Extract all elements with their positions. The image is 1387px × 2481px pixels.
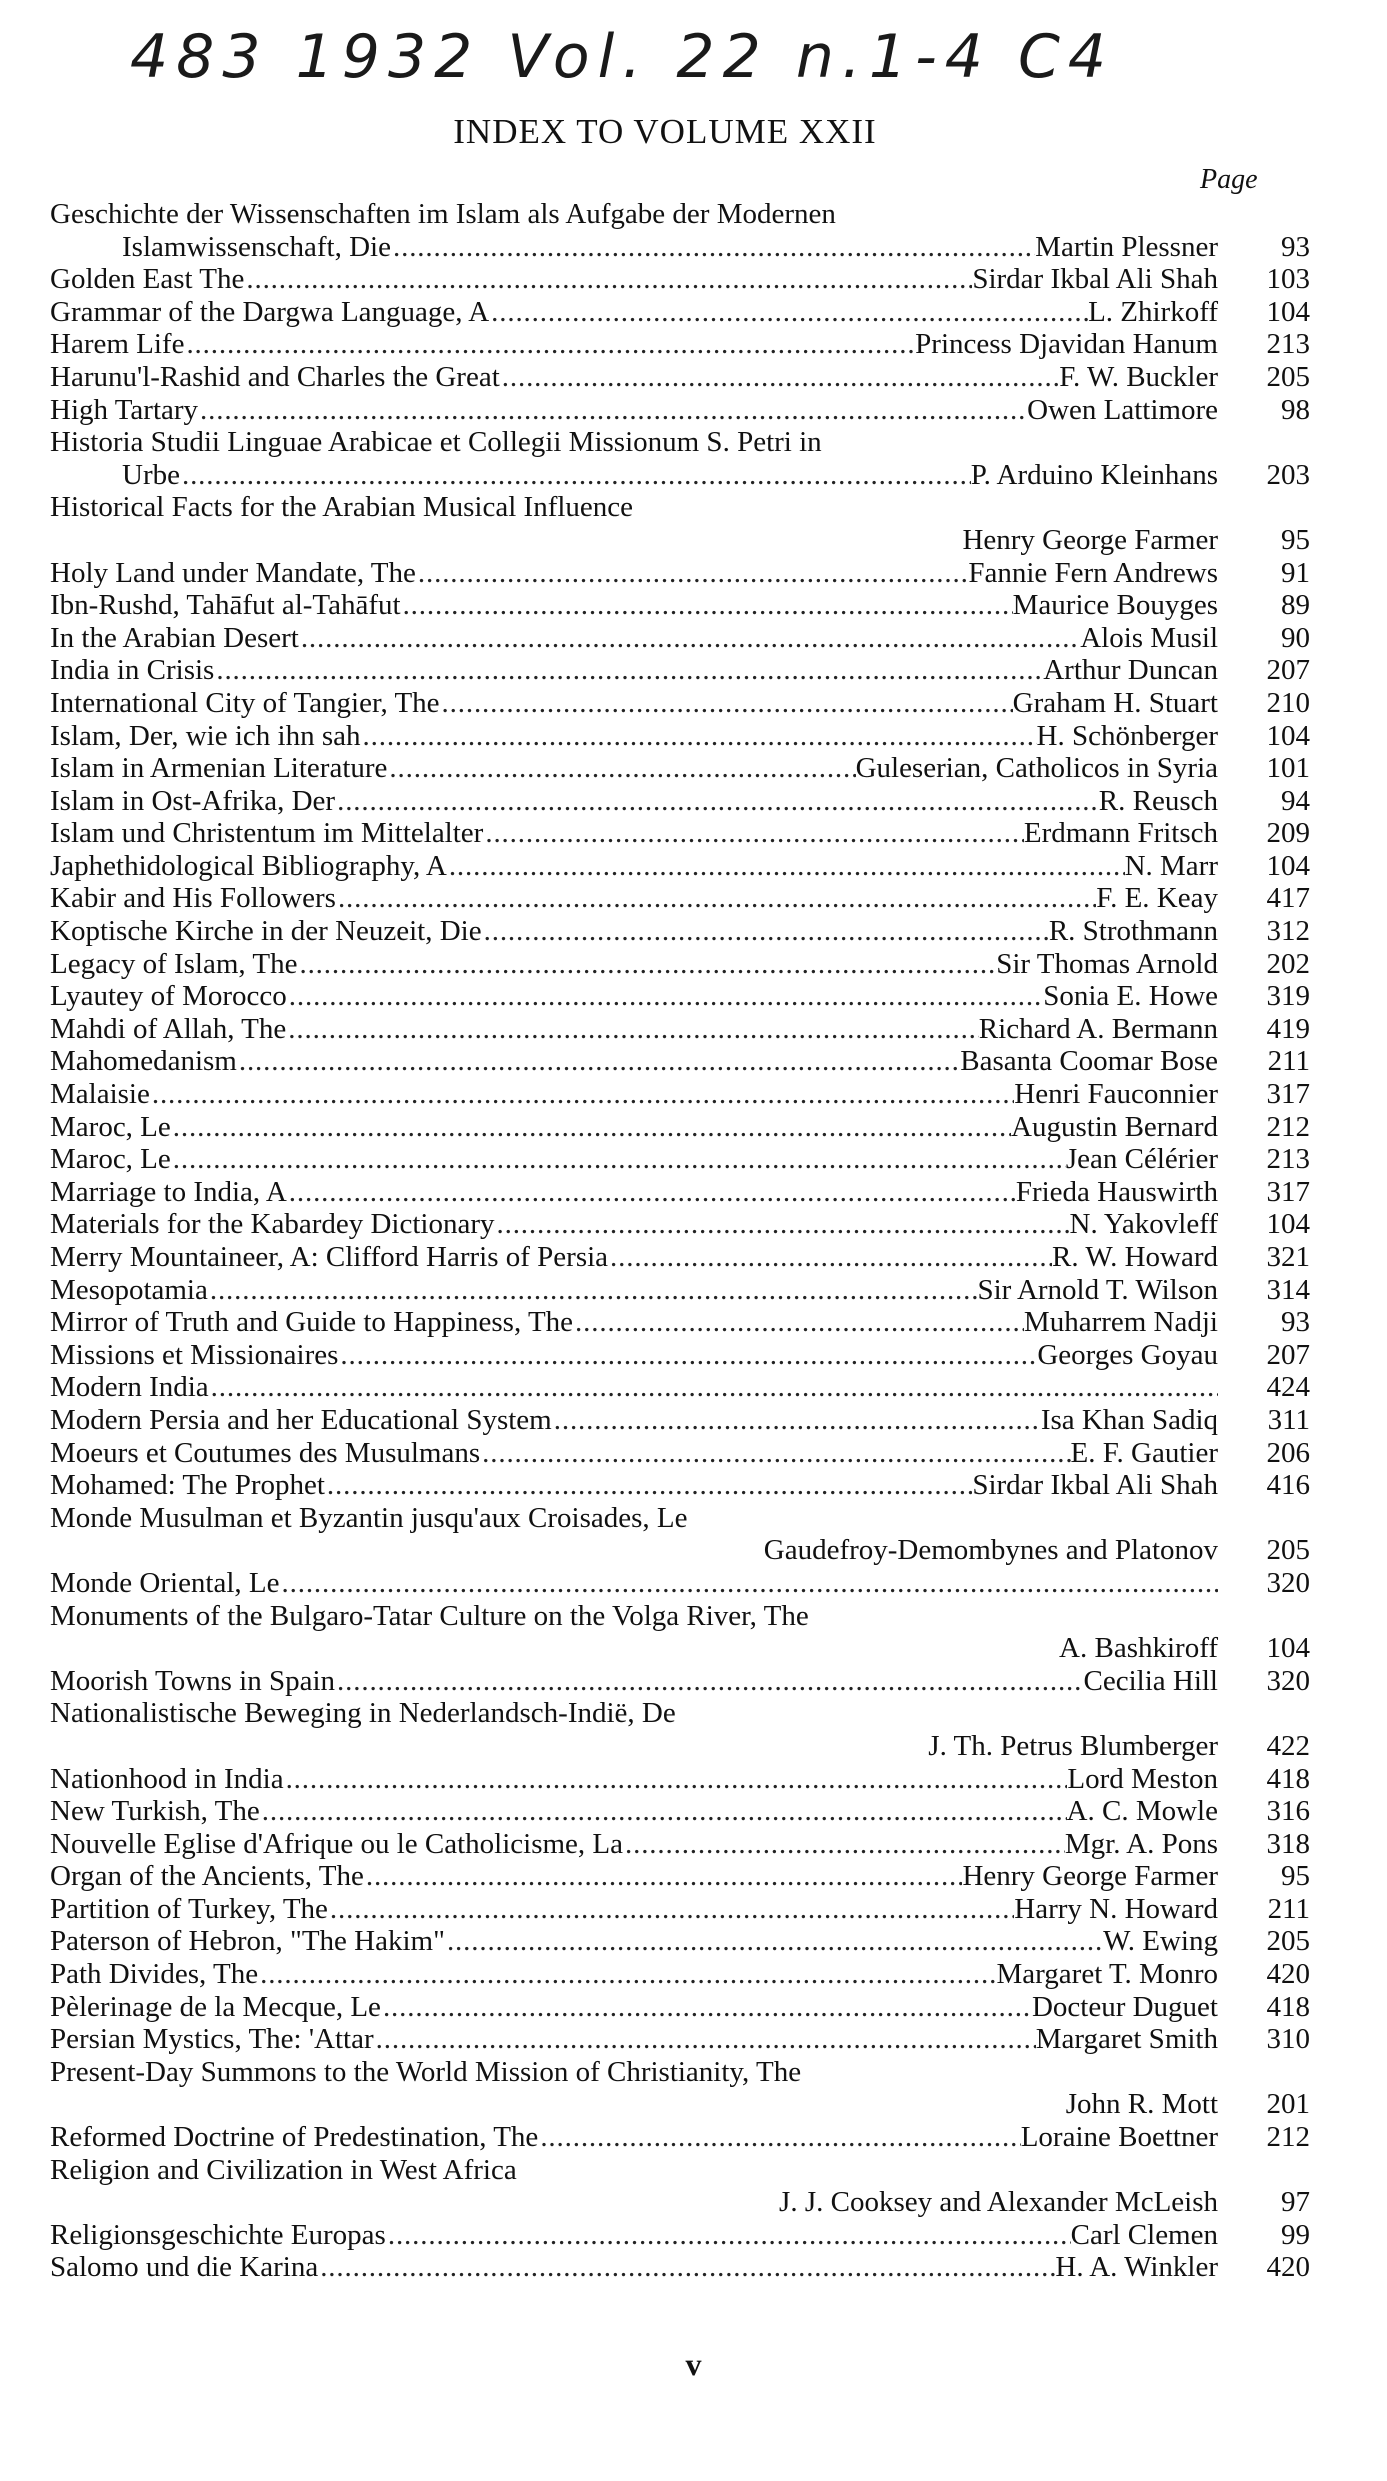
entry-page: 210	[1266, 686, 1310, 719]
entry-author: Cecilia Hill	[1083, 1664, 1218, 1697]
leader-dots	[258, 1958, 996, 1991]
index-entry	[50, 2219, 1310, 2252]
entry-title: Historia Studii Linguae Arabicae et Collegii Missionum S. Petri in	[50, 426, 822, 459]
entry-author: A. Bashkiroff	[1059, 1632, 1218, 1665]
entry-title: Organ of the Ancients, The	[50, 1860, 364, 1893]
entry-title: New Turkish, The	[50, 1795, 260, 1828]
entry-author: P. Arduino Kleinhans	[970, 458, 1218, 491]
entry-page: 94	[1281, 784, 1310, 817]
entry-author: Henri Fauconnier	[1014, 1078, 1218, 1111]
leader-dots	[335, 1665, 1083, 1698]
entry-title-continued: Urbe	[122, 458, 180, 491]
leader-dots	[552, 1404, 1041, 1437]
leader-dots	[287, 980, 1043, 1013]
entry-author: Lord Meston	[1067, 1762, 1218, 1795]
entry-title: Mesopotamia	[50, 1273, 208, 1306]
entry-title: Golden East The	[50, 263, 245, 296]
index-entry	[50, 589, 1310, 622]
entry-page: 97	[1281, 2186, 1310, 2219]
entry-author: Sir Arnold T. Wilson	[977, 1273, 1218, 1306]
entry-page: 104	[1266, 719, 1310, 752]
entry-title: Nationalistische Beweging in Nederlandsch-Indië, De	[50, 1697, 676, 1730]
leader-dots	[171, 1111, 1011, 1144]
leader-dots	[386, 2219, 1071, 2252]
entry-title: High Tartary	[50, 393, 199, 426]
index-entry	[50, 850, 1310, 883]
leader-dots	[287, 1176, 1016, 1209]
index-entries	[50, 198, 1310, 2284]
leader-dots	[150, 1078, 1014, 1111]
entry-page: 203	[1266, 458, 1310, 491]
index-entry	[50, 1763, 1310, 1796]
entry-author: N. Yakovleff	[1069, 1208, 1218, 1241]
entry-author: R. Reusch	[1098, 784, 1218, 817]
index-entry	[50, 654, 1310, 687]
entry-page: 90	[1281, 621, 1310, 654]
leader-dots	[286, 1013, 979, 1046]
leader-dots	[328, 1893, 1014, 1926]
leader-dots	[416, 557, 968, 590]
index-entry	[50, 2023, 1310, 2056]
entry-title: Islam, Der, wie ich ihn sah	[50, 719, 361, 752]
leader-dots	[374, 2023, 1036, 2056]
entry-page: 417	[1266, 882, 1310, 915]
entry-title: Ibn-Rushd, Tahāfut al-Tahāfut	[50, 589, 401, 622]
leader-dots	[364, 1860, 963, 1893]
entry-author: Isa Khan Sadiq	[1040, 1403, 1218, 1436]
entry-page: 317	[1266, 1175, 1310, 1208]
entry-title: Legacy of Islam, The	[50, 947, 298, 980]
entry-title: Harem Life	[50, 328, 185, 361]
leader-dots	[280, 1567, 1218, 1600]
entry-page: 416	[1266, 1469, 1310, 1502]
entry-title-continued: Islamwissenschaft, Die	[122, 230, 391, 263]
entry-title: Modern India	[50, 1371, 209, 1404]
index-entry	[50, 361, 1310, 394]
entry-author: Erdmann Fritsch	[1023, 817, 1218, 850]
entry-page: 212	[1266, 2121, 1310, 2154]
entry-author: H. Schönberger	[1036, 719, 1218, 752]
leader-dots	[335, 785, 1099, 818]
entry-title: Modern Persia and her Educational System	[50, 1403, 552, 1436]
index-entry	[50, 1958, 1310, 1991]
index-entry	[50, 915, 1310, 948]
index-entry	[50, 1176, 1310, 1209]
entry-page: 202	[1266, 947, 1310, 980]
entry-page: 104	[1266, 1208, 1310, 1241]
index-entry	[50, 1665, 1310, 1698]
leader-dots	[500, 361, 1059, 394]
leader-dots	[237, 1045, 960, 1078]
entry-page: 89	[1281, 589, 1310, 622]
leader-dots	[325, 1469, 972, 1502]
entry-page: 91	[1281, 556, 1310, 589]
leader-dots	[361, 720, 1037, 753]
entry-title: Path Divides, The	[50, 1958, 259, 1991]
entry-author: Muharrem Nadji	[1023, 1306, 1218, 1339]
entry-title: Maroc, Le	[50, 1110, 171, 1143]
index-entry	[50, 1306, 1310, 1339]
entry-page: 93	[1281, 230, 1310, 263]
index-entry	[50, 1404, 1310, 1437]
entry-author: Sirdar Ikbal Ali Shah	[972, 263, 1218, 296]
entry-title: Harunu'l-Rashid and Charles the Great	[50, 360, 500, 393]
entry-author: John R. Mott	[1065, 2088, 1218, 2121]
entry-title: Islam in Armenian Literature	[50, 752, 388, 785]
entry-page: 201	[1266, 2088, 1310, 2121]
entry-author: Mgr. A. Pons	[1064, 1827, 1218, 1860]
entry-title: In the Arabian Desert	[50, 621, 299, 654]
leader-dots	[209, 1371, 1218, 1404]
entry-title: Present-Day Summons to the World Mission of Christianity, The	[50, 2055, 802, 2088]
entry-title: Missions et Missionaires	[50, 1338, 339, 1371]
entry-page: 211	[1267, 1892, 1310, 1925]
entry-title: Paterson of Hebron, "The Hakim"	[50, 1925, 445, 1958]
leader-dots	[198, 394, 1027, 427]
entry-page: 101	[1266, 752, 1310, 785]
index-entry	[50, 785, 1310, 818]
entry-author: Henry George Farmer	[962, 1860, 1218, 1893]
leader-dots	[401, 589, 1013, 622]
entry-page: 418	[1266, 1762, 1310, 1795]
leader-dots	[299, 622, 1080, 655]
index-entry	[50, 198, 1310, 263]
page-numeral: v	[685, 2346, 702, 2382]
leader-dots	[483, 817, 1024, 850]
entry-title: Maroc, Le	[50, 1143, 171, 1176]
leader-dots	[573, 1306, 1024, 1339]
entry-author: Graham H. Stuart	[1012, 686, 1218, 719]
entry-author: Fannie Fern Andrews	[968, 556, 1218, 589]
index-entry	[50, 1111, 1310, 1144]
index-entry	[50, 1567, 1310, 1600]
index-entry	[50, 328, 1310, 361]
entry-page: 211	[1267, 1045, 1310, 1078]
entry-page: 314	[1266, 1273, 1310, 1306]
handwritten-call-number: 483 1932 Vol. 22 n.1-4 C4	[130, 22, 1115, 92]
leader-dots	[440, 687, 1013, 720]
entry-page: 321	[1266, 1241, 1310, 1273]
entry-author: Gaudefroy-Demombynes and Platonov	[763, 1534, 1218, 1567]
entry-page: 424	[1266, 1371, 1310, 1404]
entry-author: J. J. Cooksey and Alexander McLeish	[779, 2186, 1218, 2219]
entry-page: 422	[1266, 1729, 1310, 1762]
entry-author: R. Strothmann	[1048, 915, 1218, 948]
entry-title: Mahdi of Allah, The	[50, 1012, 287, 1045]
index-entry	[50, 2154, 1310, 2219]
entry-author: Harry N. Howard	[1014, 1892, 1218, 1925]
entry-title: Geschichte der Wissenschaften im Islam als Aufgabe der Modernen	[50, 198, 836, 230]
entry-title: India in Crisis	[50, 654, 215, 687]
entry-author: Docteur Duguet	[1031, 1990, 1218, 2023]
entry-page: 95	[1281, 1860, 1310, 1893]
entry-title: Monde Musulman et Byzantin jusqu'aux Croisades, Le	[50, 1501, 688, 1534]
index-entry	[50, 1045, 1310, 1078]
leader-dots	[297, 948, 996, 981]
leader-dots	[480, 1437, 1070, 1470]
entry-page: 207	[1266, 1338, 1310, 1371]
index-entry	[50, 2121, 1310, 2154]
entry-page: 319	[1266, 980, 1310, 1013]
index-entry	[50, 1339, 1310, 1372]
entry-author: Martin Plessner	[1035, 230, 1218, 263]
leader-dots	[318, 2251, 1055, 2284]
entry-author: Maurice Bouyges	[1012, 589, 1218, 622]
entry-author: Princess Djavidan Hanum	[915, 328, 1218, 361]
entry-page: 317	[1266, 1078, 1310, 1111]
entry-author: A. C. Mowle	[1066, 1795, 1218, 1828]
entry-page: 205	[1266, 1534, 1310, 1567]
entry-author: N. Marr	[1124, 849, 1218, 882]
entry-author: Sirdar Ikbal Ali Shah	[972, 1469, 1218, 1502]
entry-page: 213	[1266, 328, 1310, 361]
index-entry	[50, 1991, 1310, 2024]
entry-title: Japhethidological Bibliography, A	[50, 849, 447, 882]
entry-author: Jean Célérier	[1065, 1143, 1218, 1176]
entry-title: Mahomedanism	[50, 1045, 237, 1078]
entry-author: Owen Lattimore	[1027, 393, 1218, 426]
entry-page: 420	[1266, 2251, 1310, 2284]
leader-dots	[171, 1143, 1066, 1176]
index-entry	[50, 1502, 1310, 1567]
leader-dots	[445, 1925, 1103, 1958]
index-entry	[50, 394, 1310, 427]
entry-page: 320	[1266, 1566, 1310, 1599]
entry-title: Monde Oriental, Le	[50, 1566, 280, 1599]
entry-page: 419	[1266, 1012, 1310, 1045]
entry-page: 418	[1266, 1990, 1310, 2023]
entry-author: E. F. Gautier	[1070, 1436, 1218, 1469]
entry-author: R. W. Howard	[1052, 1241, 1218, 1273]
index-entry	[50, 687, 1310, 720]
entry-page: 311	[1267, 1403, 1310, 1436]
index-entry	[50, 2056, 1310, 2121]
index-entry	[50, 622, 1310, 655]
entry-author: H. A. Winkler	[1055, 2251, 1218, 2284]
index-entry	[50, 1469, 1310, 1502]
entry-title: Mirror of Truth and Guide to Happiness, The	[50, 1306, 574, 1339]
entry-author: W. Ewing	[1103, 1925, 1218, 1958]
index-entry	[50, 296, 1310, 329]
leader-dots	[381, 1991, 1032, 2024]
entry-title: Persian Mystics, The: 'Attar	[50, 2023, 374, 2056]
entry-title: Religionsgeschichte Europas	[50, 2218, 386, 2251]
entry-page: 103	[1266, 263, 1310, 296]
entry-page: 318	[1266, 1827, 1310, 1860]
entry-title: International City of Tangier, The	[50, 686, 440, 719]
entry-title: Merry Mountaineer, A: Clifford Harris of Persia	[50, 1241, 609, 1273]
index-entry	[50, 980, 1310, 1013]
leader-dots	[482, 915, 1049, 948]
entry-page: 420	[1266, 1958, 1310, 1991]
entry-page: 205	[1266, 1925, 1310, 1958]
entry-author: Arthur Duncan	[1043, 654, 1218, 687]
entry-page: 213	[1266, 1143, 1310, 1176]
index-entry	[50, 752, 1310, 785]
entry-author: Sir Thomas Arnold	[996, 947, 1218, 980]
entry-title: Moorish Towns in Spain	[50, 1664, 336, 1697]
index-entry	[50, 1013, 1310, 1046]
index-entry	[50, 426, 1310, 491]
entry-title: Partition of Turkey, The	[50, 1892, 328, 1925]
entry-page: 104	[1266, 1632, 1310, 1665]
index-entry	[50, 491, 1310, 556]
entry-title: Historical Facts for the Arabian Musical Influence	[50, 491, 634, 524]
leader-dots	[284, 1763, 1068, 1796]
leader-dots	[214, 654, 1043, 687]
entry-author: Richard A. Bermann	[978, 1012, 1218, 1045]
index-entry	[50, 1828, 1310, 1861]
entry-page: 206	[1266, 1436, 1310, 1469]
index-entry	[50, 1371, 1310, 1404]
entry-title: Marriage to India, A	[50, 1175, 287, 1208]
leader-dots	[495, 1208, 1070, 1241]
index-entry	[50, 1893, 1310, 1926]
entry-page: 312	[1266, 915, 1310, 948]
leader-dots	[260, 1795, 1067, 1828]
entry-title: Religion and Civilization in West Africa	[50, 2153, 517, 2186]
leader-dots	[184, 328, 915, 361]
index-title: INDEX TO VOLUME XXII	[453, 112, 877, 151]
leader-dots	[336, 882, 1096, 915]
index-entry	[50, 2251, 1310, 2284]
page-column-heading: Page	[1200, 164, 1258, 195]
entry-title: Reformed Doctrine of Predestination, The	[50, 2121, 539, 2154]
index-entry	[50, 720, 1310, 753]
entry-title: Islam und Christentum im Mittelalter	[50, 817, 484, 850]
leader-dots	[387, 752, 855, 785]
index-entry	[50, 817, 1310, 850]
leader-dots	[608, 1241, 1052, 1274]
entry-author: Georges Goyau	[1037, 1338, 1218, 1371]
index-entry	[50, 263, 1310, 296]
entry-page: 104	[1266, 295, 1310, 328]
leader-dots	[489, 296, 1088, 329]
index-entry	[50, 1795, 1310, 1828]
entry-author: Frieda Hauswirth	[1015, 1175, 1218, 1208]
index-entry	[50, 882, 1310, 915]
entry-author: L. Zhirkoff	[1088, 295, 1218, 328]
entry-title: Monuments of the Bulgaro-Tatar Culture on the Volga River, The	[50, 1599, 809, 1632]
entry-page: 205	[1266, 360, 1310, 393]
entry-page: 93	[1281, 1306, 1310, 1339]
entry-author: F. E. Keay	[1096, 882, 1218, 915]
entry-author: Augustin Bernard	[1011, 1110, 1218, 1143]
entry-title: Moeurs et Coutumes des Musulmans	[50, 1436, 481, 1469]
index-entry	[50, 1241, 1310, 1274]
entry-author: Henry George Farmer	[962, 523, 1218, 556]
entry-page: 207	[1266, 654, 1310, 687]
index-entry	[50, 557, 1310, 590]
entry-author: Carl Clemen	[1070, 2218, 1218, 2251]
index-entry	[50, 1600, 1310, 1665]
index-entry	[50, 1078, 1310, 1111]
entry-author: Alois Musil	[1080, 621, 1218, 654]
leader-dots	[391, 231, 1035, 264]
index-entry	[50, 948, 1310, 981]
entry-page: 310	[1266, 2023, 1310, 2056]
entry-title: Grammar of the Dargwa Language, A	[50, 295, 490, 328]
entry-author: Sonia E. Howe	[1043, 980, 1218, 1013]
entry-author: J. Th. Petrus Blumberger	[928, 1729, 1218, 1762]
entry-title: Mohamed: The Prophet	[50, 1469, 325, 1502]
entry-title: Islam in Ost-Afrika, Der	[50, 784, 336, 817]
entry-title: Nouvelle Eglise d'Afrique ou le Catholicisme, La	[50, 1827, 623, 1860]
leader-dots	[538, 2121, 1020, 2154]
entry-author: Basanta Coomar Bose	[960, 1045, 1218, 1078]
entry-title: Koptische Kirche in der Neuzeit, Die	[50, 915, 482, 948]
entry-title: Malaisie	[50, 1078, 150, 1111]
index-entry	[50, 1437, 1310, 1470]
entry-author: F. W. Buckler	[1059, 360, 1218, 393]
entry-page: 95	[1281, 523, 1310, 556]
entry-title: Pèlerinage de la Mecque, Le	[50, 1990, 381, 2023]
leader-dots	[180, 459, 971, 492]
entry-title: Nationhood in India	[50, 1762, 284, 1795]
entry-title: Salomo und die Karina	[50, 2251, 319, 2284]
index-entry	[50, 1697, 1310, 1762]
entry-author: Margaret T. Monro	[996, 1958, 1218, 1991]
index-entry	[50, 1925, 1310, 1958]
entry-page: 316	[1266, 1795, 1310, 1828]
entry-page: 212	[1266, 1110, 1310, 1143]
index-entry	[50, 1274, 1310, 1307]
leader-dots	[447, 850, 1125, 883]
index-entry	[50, 1208, 1310, 1241]
entry-page: 209	[1266, 817, 1310, 850]
leader-dots	[338, 1339, 1037, 1372]
entry-author: Loraine Boettner	[1020, 2121, 1218, 2154]
leader-dots	[244, 263, 972, 296]
entry-page: 98	[1281, 393, 1310, 426]
index-entry	[50, 1143, 1310, 1176]
entry-title: Materials for the Kabardey Dictionary	[50, 1208, 495, 1241]
entry-author: Margaret Smith	[1035, 2023, 1218, 2056]
entry-page: 104	[1266, 849, 1310, 882]
index-entry	[50, 1860, 1310, 1893]
leader-dots	[623, 1828, 1065, 1861]
entry-author: Guleserian, Catholicos in Syria	[855, 752, 1218, 785]
entry-page: 320	[1266, 1664, 1310, 1697]
entry-title: Lyautey of Morocco	[50, 980, 287, 1013]
entry-title: Kabir and His Followers	[50, 882, 336, 915]
entry-title: Holy Land under Mandate, The	[50, 556, 416, 589]
entry-page: 99	[1281, 2218, 1310, 2251]
leader-dots	[208, 1274, 978, 1307]
